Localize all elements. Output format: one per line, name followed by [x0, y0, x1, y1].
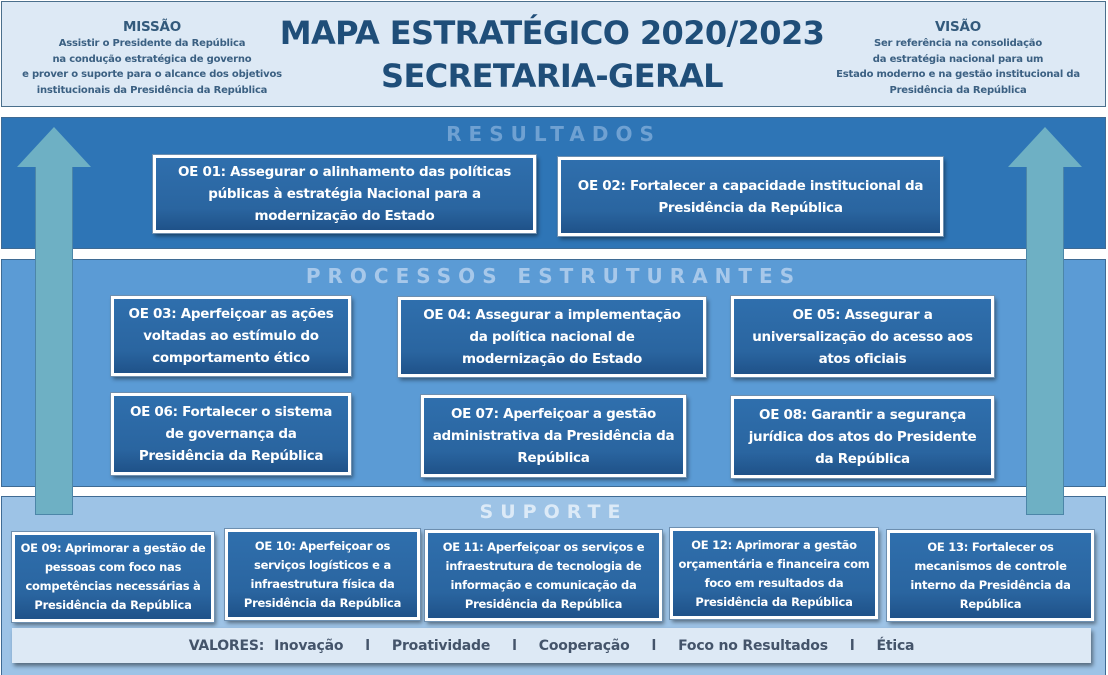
mission-title: MISSÃO: [122, 19, 182, 35]
header-panel: [1, 1, 1106, 107]
objective-text: OE 13: Fortalecer os mecanismos de controle interno da Presidência da República: [910, 539, 1071, 611]
objective-text: OE 09: Aprimorar a gestão de pessoas com foco nas competências necessárias à Presidência da República: [20, 541, 206, 612]
mission-line: na condução estratégica de governo: [52, 53, 252, 65]
objective-oe-06[interactable]: [111, 393, 351, 475]
value-separator: l: [512, 637, 517, 654]
band-label-suporte: SUPORTE: [479, 501, 628, 523]
objective-text: OE 01: Assegurar o alinhamento das políticas públicas à estratégia Nacional para a modernização do Estado: [177, 164, 512, 224]
objective-text: OE 04: Assegurar a implementação da política nacional de modernização do Estado: [423, 307, 681, 367]
objective-oe-09[interactable]: [12, 532, 214, 622]
objective-text: OE 12: Aprimorar a gestão orçamentária e financeira com foco em resultados da Presidência da República: [678, 537, 870, 609]
objective-oe-04[interactable]: [398, 297, 706, 377]
objective-oe-05[interactable]: [731, 296, 994, 377]
values-label: VALORES:: [188, 637, 265, 654]
vision-line: Estado moderno e na gestão institucional da: [836, 69, 1080, 80]
value-separator: l: [651, 637, 657, 654]
mission-line: Assistir o Presidente da República: [58, 38, 246, 49]
objective-text: OE 02: Fortalecer a capacidade institucional da Presidência da República: [577, 177, 924, 216]
up-arrow-icon: [17, 127, 91, 515]
title-line-1: MAPA ESTRATÉGICO 2020/2023: [279, 14, 825, 52]
value-item: Foco no Resultados: [678, 637, 828, 654]
objective-text: OE 11: Aperfeiçoar os serviços e infraestrutura de tecnologia de informação e comunicação da Presidência da República: [442, 539, 645, 611]
value-item: Proatividade: [391, 637, 491, 654]
page-title: [252, 12, 852, 98]
vision-line: Presidência da República: [889, 84, 1027, 96]
objective-oe-08[interactable]: [731, 396, 994, 478]
mission-line: e prover o suporte para o alcance dos objetivos: [22, 69, 282, 80]
vision-block: [808, 18, 1108, 98]
objective-oe-13[interactable]: [887, 530, 1094, 621]
values-bar: [12, 628, 1091, 663]
objective-oe-10[interactable]: [225, 529, 420, 620]
value-item: Inovação: [274, 637, 344, 654]
value-item: Cooperação: [538, 637, 630, 654]
objective-text: OE 03: Aperfeiçoar as ações voltadas ao estímulo do comportamento ético: [128, 306, 334, 366]
objective-oe-07[interactable]: [421, 395, 686, 477]
objective-oe-03[interactable]: [111, 296, 351, 376]
objective-text: OE 08: Garantir a segurança jurídica dos atos do Presidente da República: [748, 407, 977, 467]
objective-text: OE 05: Assegurar a universalização do acesso aos atos oficiais: [752, 306, 973, 367]
objective-oe-02[interactable]: [558, 157, 943, 236]
objective-text: OE 10: Aperfeiçoar os serviços logísticos e a infraestrutura física da Presidência da República: [243, 538, 402, 610]
objective-oe-11[interactable]: [425, 530, 662, 621]
objective-oe-12[interactable]: [670, 528, 878, 619]
value-separator: l: [365, 637, 370, 654]
objective-oe-01[interactable]: [153, 155, 536, 233]
title-line-2: SECRETARIA-GERAL: [381, 57, 723, 95]
vision-line: Ser referência na consolidação: [873, 38, 1043, 49]
vision-title: VISÃO: [934, 19, 982, 35]
objective-text: OE 07: Aperfeiçoar a gestão administrativa da Presidência da República: [432, 406, 675, 466]
value-item: Ética: [876, 637, 915, 654]
mission-line: institucionais da Presidência da República: [36, 84, 268, 96]
objective-text: OE 06: Fortalecer o sistema de governança da Presidência da República: [129, 404, 333, 464]
band-label-processos: PROCESSOS ESTRUTURANTES: [305, 264, 802, 288]
band-label-resultados: RESULTADOS: [446, 122, 661, 146]
vision-line: da estratégia nacional para um: [872, 53, 1044, 65]
up-arrow-icon: [1008, 127, 1082, 515]
value-separator: l: [849, 637, 855, 654]
